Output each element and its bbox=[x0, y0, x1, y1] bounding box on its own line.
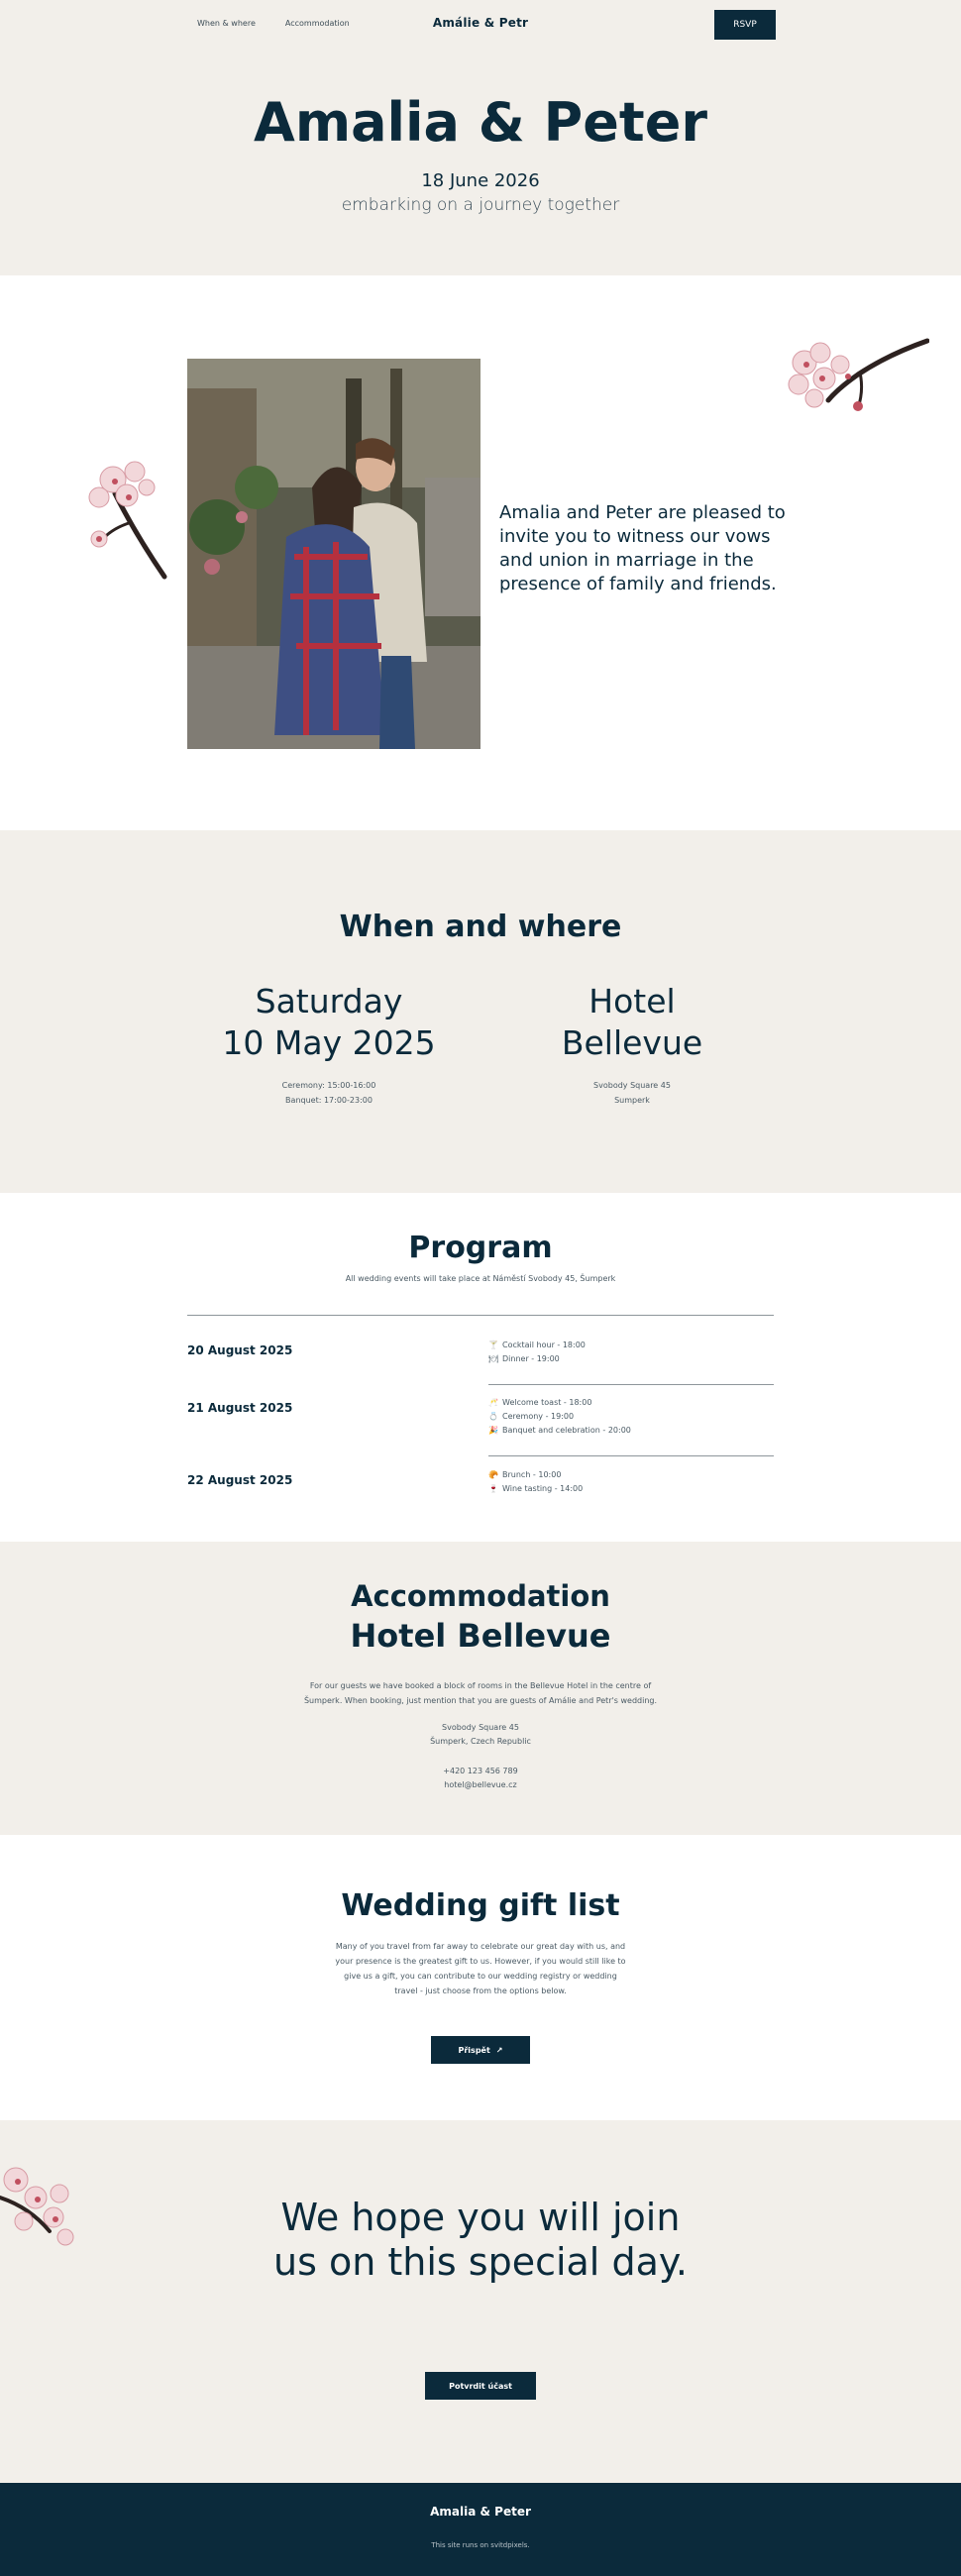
closing-section bbox=[0, 2120, 961, 2483]
wine-icon: 🍷 bbox=[488, 1484, 498, 1493]
closing-message: We hope you will join us on this special day. bbox=[272, 2196, 689, 2284]
footer-brand: Amalia & Peter bbox=[430, 2505, 531, 2519]
list-item: 💍 Ceremony - 19:00 bbox=[488, 1410, 631, 1424]
hotel-email[interactable]: hotel@bellevue.cz bbox=[444, 1780, 517, 1789]
hotel-name: Hotel Bellevue bbox=[350, 1617, 611, 1655]
intro-section bbox=[0, 275, 961, 830]
toast-icon: 🥂 bbox=[488, 1398, 498, 1407]
venue-name-line-2: Bellevue bbox=[561, 1023, 703, 1062]
party-icon: 🎉 bbox=[488, 1426, 498, 1435]
venue-street: Svobody Square 45 bbox=[593, 1081, 671, 1090]
date-label: 10 May 2025 bbox=[222, 1023, 436, 1062]
rings-icon: 💍 bbox=[488, 1412, 498, 1421]
nav-link-accommodation[interactable]: Accommodation bbox=[284, 19, 350, 28]
intro-text: Amalia and Peter are pleased to invite you to witness our vows and union in marriage in the presence of family and friends. bbox=[499, 502, 786, 594]
accommodation-title: Accommodation bbox=[351, 1579, 610, 1613]
hero-title: Amalia & Peter bbox=[254, 91, 707, 154]
dinner-icon: 🍽 bbox=[488, 1354, 499, 1363]
hotel-contact bbox=[0, 1765, 961, 1792]
when-where-title: When and where bbox=[339, 910, 622, 944]
ceremony-time: Ceremony: 15:00-16:00 bbox=[281, 1081, 376, 1090]
list-item: 🥂 Welcome toast - 18:00 bbox=[488, 1396, 631, 1410]
hero-date: 18 June 2026 bbox=[421, 170, 540, 191]
program-day-events bbox=[488, 1468, 583, 1496]
contribute-button[interactable]: Přispět ↗ bbox=[431, 2036, 530, 2064]
footer bbox=[0, 2483, 961, 2576]
program-day-date: 22 August 2025 bbox=[187, 1473, 293, 1487]
blossom-branch-right-icon bbox=[781, 333, 929, 432]
venue-city: Sumperk bbox=[614, 1096, 650, 1105]
program-day-events bbox=[488, 1339, 586, 1366]
confirm-attendance-button[interactable]: Potvrdit účast bbox=[425, 2372, 536, 2400]
divider bbox=[488, 1384, 774, 1385]
hotel-address: Svobody Square 45 Šumperk, Czech Republic bbox=[430, 1723, 531, 1746]
banquet-time: Banquet: 17:00-23:00 bbox=[285, 1096, 373, 1105]
date-column bbox=[180, 981, 478, 1108]
gift-title: Wedding gift list bbox=[341, 1888, 620, 1923]
schedule-summary bbox=[180, 1078, 478, 1108]
accommodation-section bbox=[0, 1542, 961, 1835]
cocktail-icon: 🍸 bbox=[488, 1341, 498, 1349]
footer-note: This site runs on svitdpixels. bbox=[431, 2541, 530, 2549]
blossom-branch-left-icon bbox=[85, 454, 184, 583]
blossom-branch-corner-icon bbox=[0, 2158, 79, 2257]
list-item: 🍸 Cocktail hour - 18:00 bbox=[488, 1339, 586, 1352]
program-note: All wedding events will take place at Náměstí Svobody 45, Šumperk bbox=[345, 1274, 616, 1283]
site-brand[interactable]: Amálie & Petr bbox=[432, 16, 529, 30]
hero-section bbox=[0, 0, 961, 275]
when-where-section bbox=[0, 830, 961, 1193]
list-item: 🍽 Dinner - 19:00 bbox=[488, 1352, 586, 1366]
program-title: Program bbox=[408, 1231, 553, 1265]
couple-photo bbox=[187, 359, 480, 749]
nav-link-when-where[interactable]: When & where bbox=[197, 19, 256, 28]
divider bbox=[488, 1455, 774, 1456]
program-section bbox=[0, 1193, 961, 1542]
day-label: Saturday bbox=[255, 982, 403, 1020]
list-item: 🎉 Banquet and celebration - 20:00 bbox=[488, 1424, 631, 1438]
program-day-date: 20 August 2025 bbox=[187, 1343, 293, 1357]
rsvp-button[interactable]: RSVP bbox=[714, 10, 776, 40]
venue-name-line-1: Hotel bbox=[588, 982, 676, 1020]
program-day-date: 21 August 2025 bbox=[187, 1401, 293, 1415]
croissant-icon: 🥐 bbox=[488, 1470, 498, 1479]
gift-section bbox=[0, 1835, 961, 2120]
list-item: 🍷 Wine tasting - 14:00 bbox=[488, 1482, 583, 1496]
hotel-phone[interactable]: +420 123 456 789 bbox=[443, 1767, 518, 1775]
venue-column bbox=[483, 981, 781, 1108]
program-day-events bbox=[488, 1396, 631, 1438]
accommodation-description: For our guests we have booked a block of rooms in the Bellevue Hotel in the centre of Šumperk. When booking, just mention that you are guests of Amálie and Petr's wedding. bbox=[303, 1681, 658, 1705]
hero-subtitle: embarking on a journey together bbox=[341, 195, 620, 215]
divider bbox=[187, 1315, 774, 1316]
venue-address bbox=[483, 1078, 781, 1108]
arrow-up-right-icon: ↗ bbox=[495, 2045, 503, 2055]
gift-description: Many of you travel from far away to celebrate our great day with us, and your presence is the greatest gift to us. However, if you would still like to give us a gift, you can contribute to our wedding registry or wedding travel - just choose from the options below. bbox=[335, 1942, 626, 1995]
list-item: 🥐 Brunch - 10:00 bbox=[488, 1468, 583, 1482]
